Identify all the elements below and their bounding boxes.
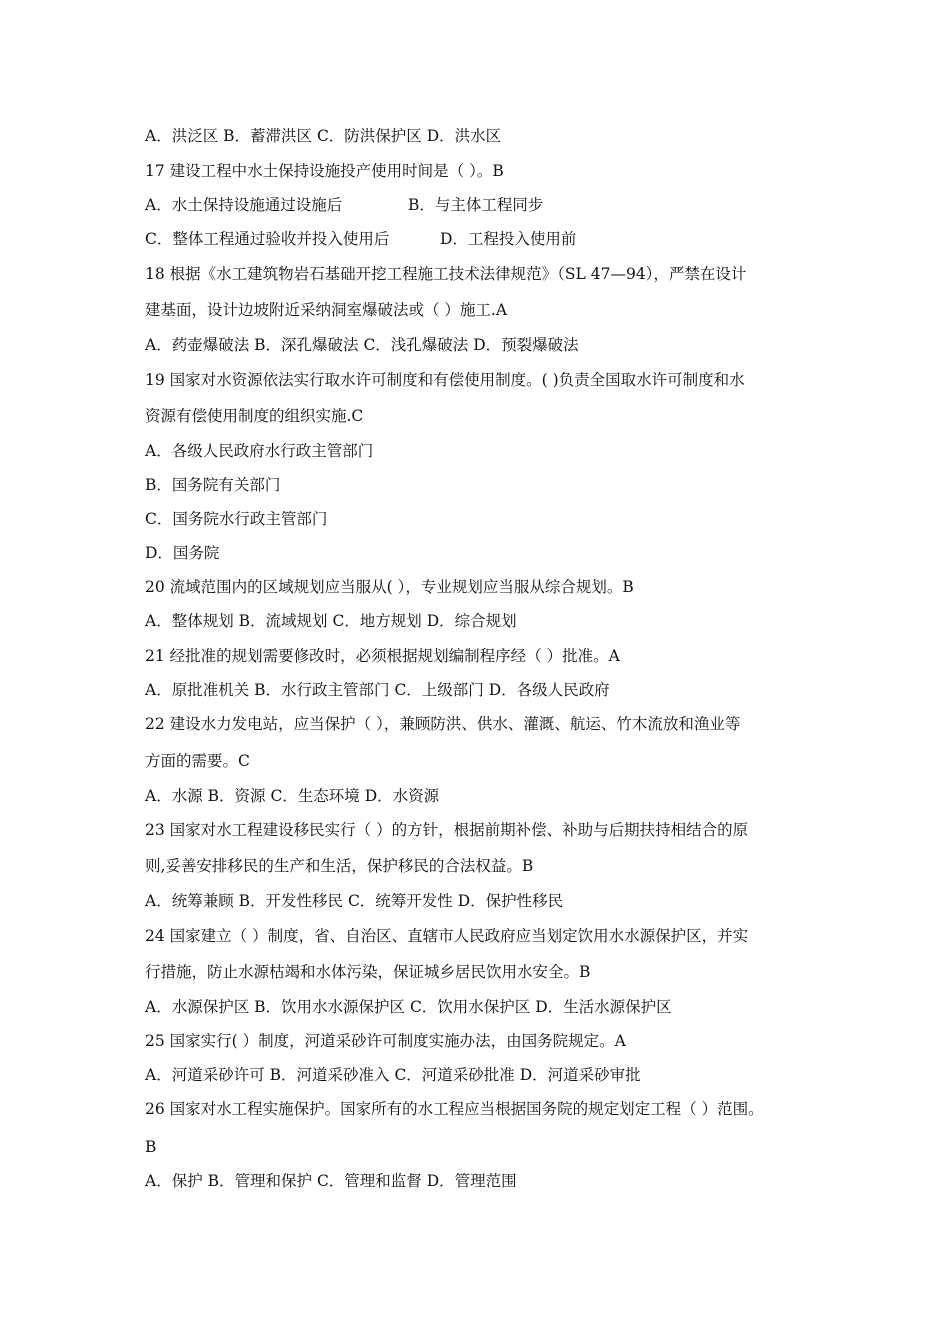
text-line: 20 流域范围内的区域规划应当服从( ），专业规划应当服从综合规划。B	[145, 578, 634, 596]
text-line: A．保护 B．管理和保护 C．管理和监督 D．管理范围	[145, 1172, 517, 1190]
text-line: 方面的需要。C	[145, 752, 250, 770]
text-line	[145, 229, 389, 249]
text-line: 行措施，防止水源枯竭和水体污染，保证城乡居民饮用水安全。B	[145, 963, 591, 981]
text-line: B．国务院有关部门	[145, 476, 281, 494]
text-line: C．国务院水行政主管部门	[145, 510, 328, 528]
text-line: 25 国家实行( ）制度，河道采砂许可制度实施办法，由国务院规定。A	[145, 1032, 626, 1050]
text-line: 21 经批准的规划需要修改时，必须根据规划编制程序经（ ）批准。A	[145, 647, 620, 665]
text-line: 18 根据《水工建筑物岩石基础开挖工程施工技术法律规范》（SL 47—94），严禁在设计	[145, 265, 747, 283]
text-line: 23 国家对水工程建设移民实行（ ）的方针，根据前期补偿、补助与后期扶持相结合的原	[145, 821, 749, 839]
text-line: 19 国家对水资源依法实行取水许可制度和有偿使用制度。( )负责全国取水许可制度和水	[145, 371, 745, 389]
option-b: B．与主体工程同步	[408, 196, 544, 214]
text-line: 22 建设水力发电站，应当保护（ ），兼顾防洪、供水、灌溉、航运、竹木流放和渔业等	[145, 715, 741, 733]
text-line: 24 国家建立（ ）制度，省、自治区、直辖市人民政府应当划定饮用水水源保护区，并实	[145, 927, 749, 945]
option-d: D．工程投入使用前	[440, 230, 577, 248]
text-line: A．统筹兼顾 B．开发性移民 C．统筹开发性 D．保护性移民	[145, 892, 564, 910]
text-line	[408, 195, 543, 215]
text-line: A．药壶爆破法 B．深孔爆破法 C．浅孔爆破法 D．预裂爆破法	[145, 336, 579, 354]
text-line: A．整体规划 B．流域规划 C．地方规划 D．综合规划	[145, 612, 517, 630]
text-line: A．洪泛区 B．蓄滞洪区 C．防洪保护区 D．洪水区	[145, 127, 502, 145]
option-a: A．水土保持设施通过设施后	[145, 196, 343, 214]
text-line	[145, 195, 342, 215]
text-line: A．河道采砂许可 B．河道采砂准入 C．河道采砂批准 D．河道采砂审批	[145, 1066, 641, 1084]
text-line: A．各级人民政府水行政主管部门	[145, 442, 374, 460]
text-line: B	[145, 1138, 157, 1156]
text-line: 则,妥善安排移民的生产和生活，保护移民的合法权益。B	[145, 857, 534, 875]
text-line	[440, 229, 576, 249]
text-line: D．国务院	[145, 544, 220, 562]
text-line: 26 国家对水工程实施保护。国家所有的水工程应当根据国务院的规定划定工程（ ）范围。	[145, 1100, 764, 1118]
text-line: A．原批准机关 B．水行政主管部门 C．上级部门 D．各级人民政府	[145, 681, 610, 699]
text-line: 资源有偿使用制度的组织实施.C	[145, 407, 364, 425]
text-line: A．水源 B．资源 C．生态环境 D．水资源	[145, 787, 440, 805]
text-line: 17 建设工程中水土保持设施投产使用时间是（ ）。B	[145, 162, 504, 180]
text-line: 建基面，设计边坡附近采纳洞室爆破法或（ ）施工.A	[145, 301, 508, 319]
text-line: A．水源保护区 B．饮用水水源保护区 C．饮用水保护区 D．生活水源保护区	[145, 998, 672, 1016]
option-c: C．整体工程通过验收并投入使用后	[145, 230, 390, 248]
